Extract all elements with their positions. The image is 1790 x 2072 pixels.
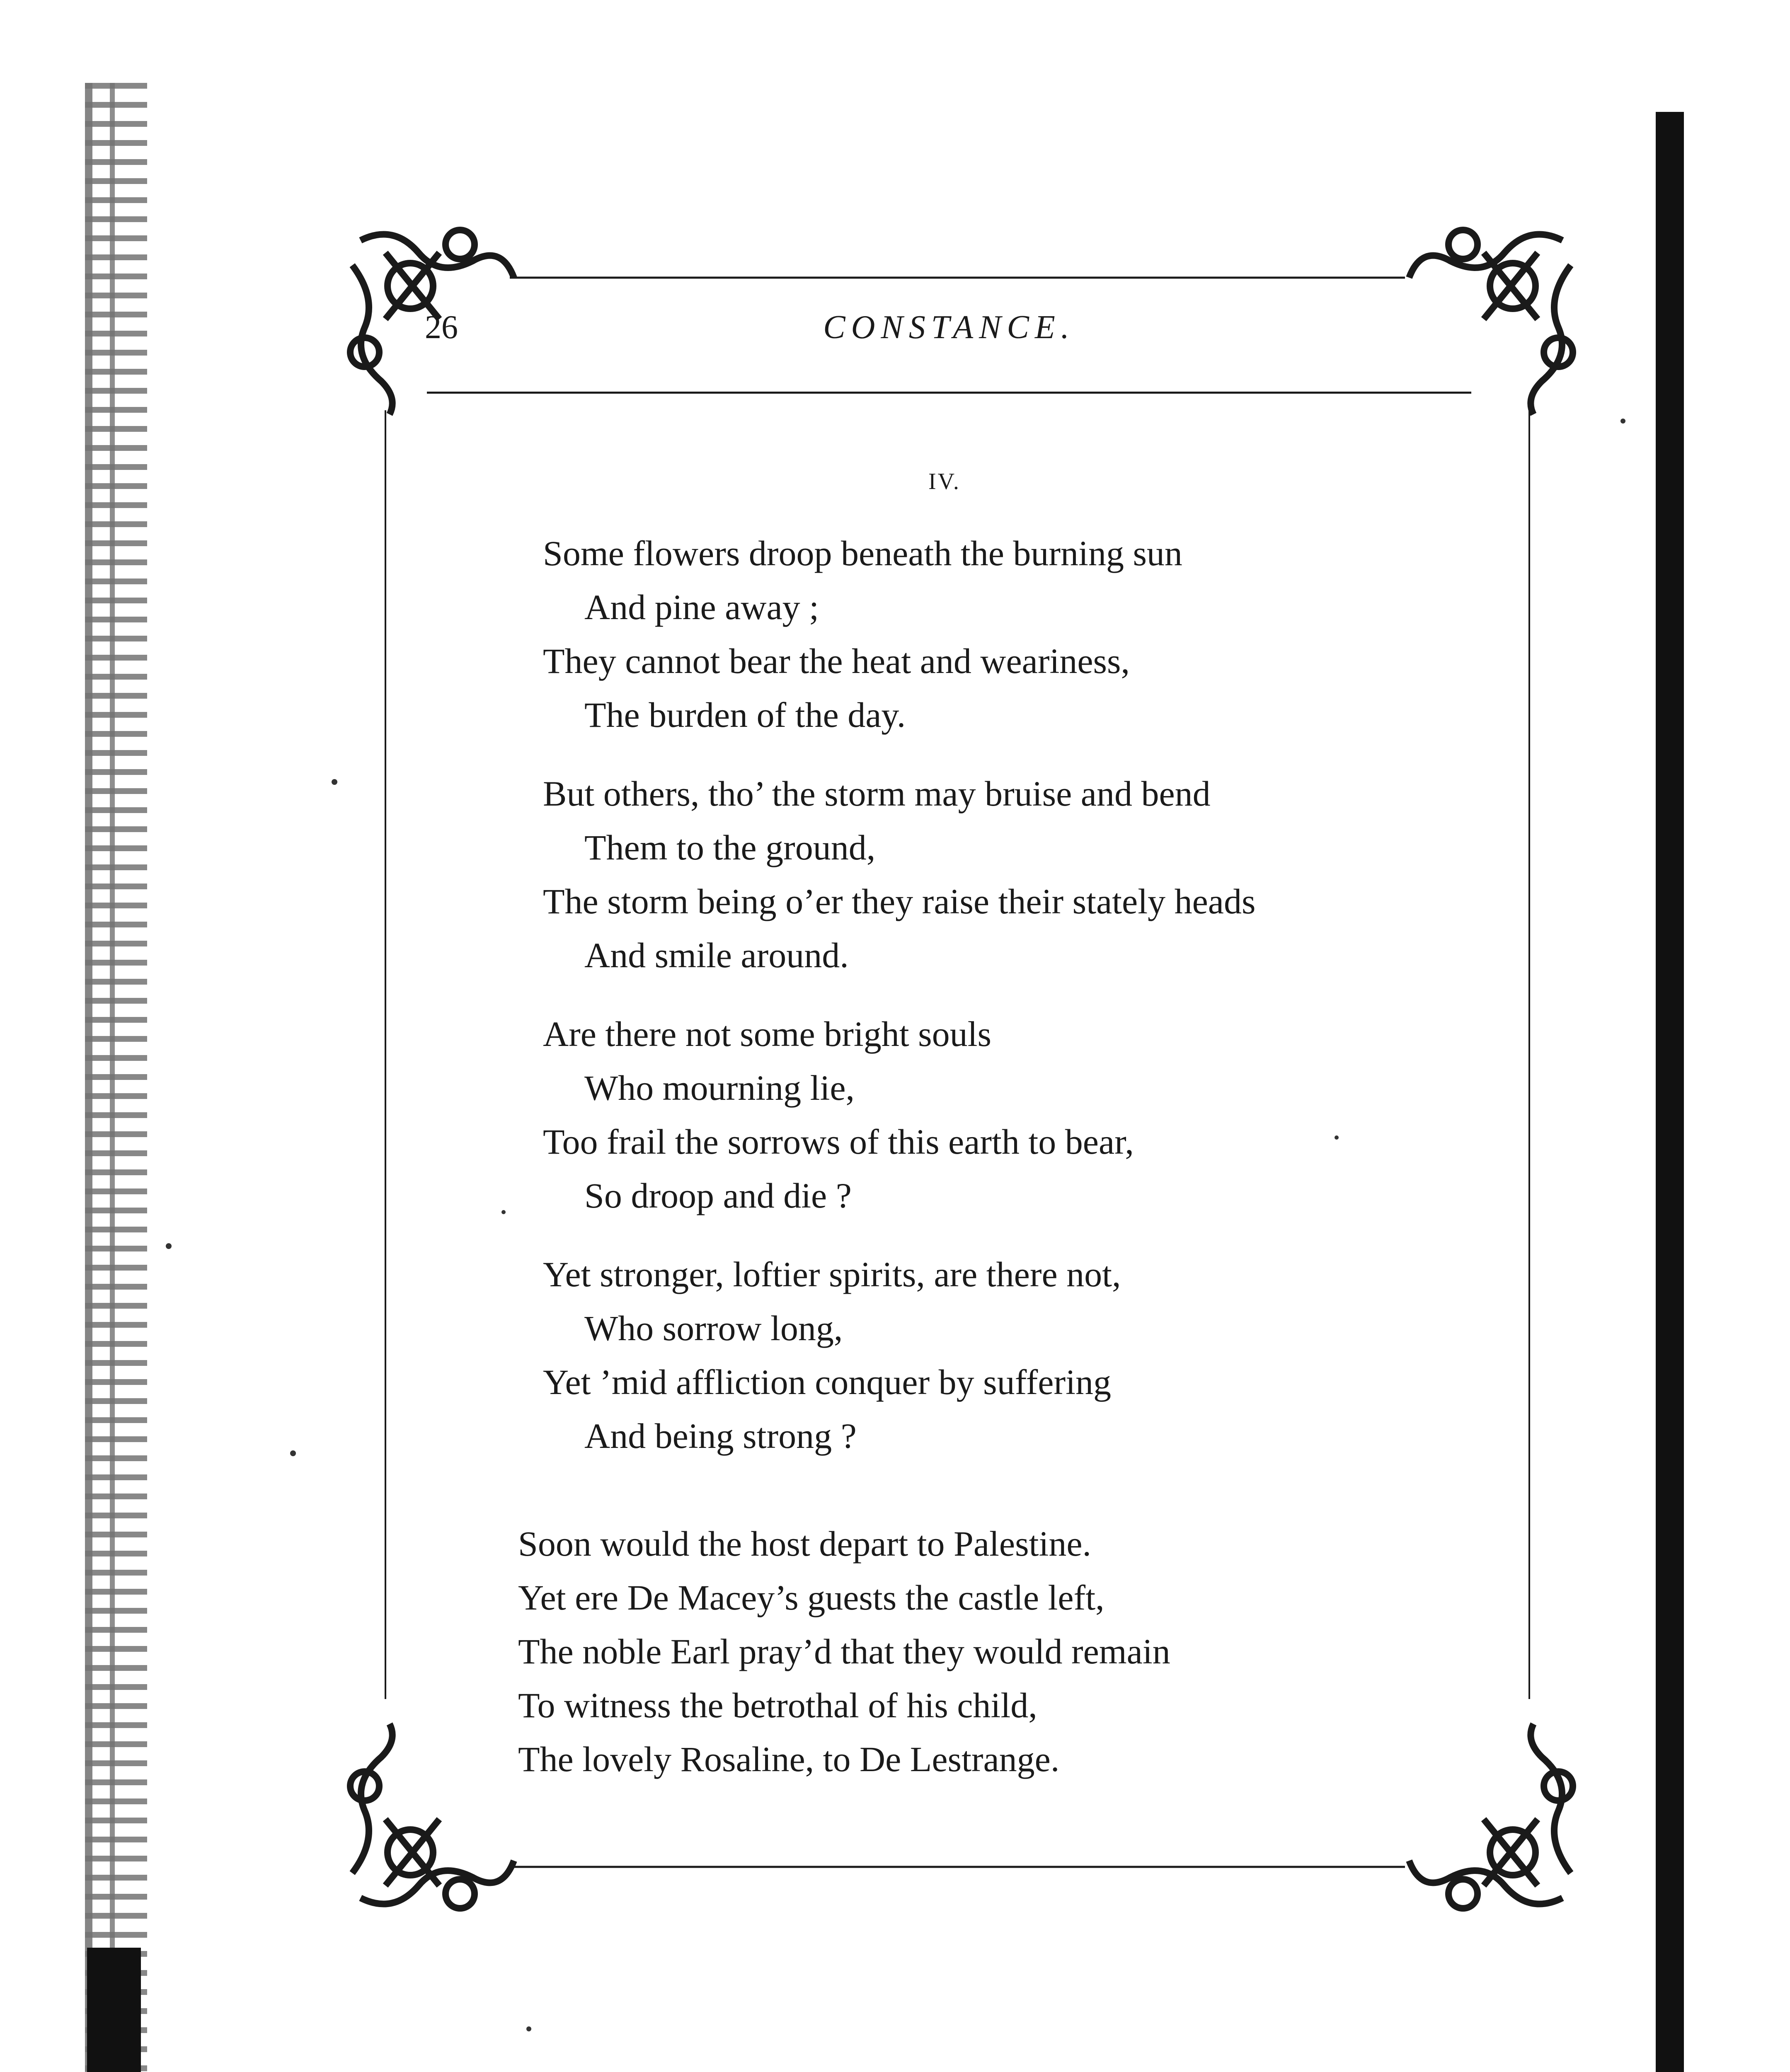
section-number: IV. (928, 469, 961, 494)
narrative-line: The lovely Rosaline, to De Lestrange. (518, 1739, 1060, 1779)
poem-line: Yet ’mid affliction conquer by suffering (543, 1362, 1112, 1402)
speck (166, 1243, 172, 1249)
narrative-line: Yet ere De Macey’s guests the castle left, (518, 1578, 1105, 1617)
poem-line: And pine away ; (584, 587, 819, 627)
poem-line: Them to the ground, (584, 828, 876, 867)
poem-line: They cannot bear the heat and weariness, (543, 641, 1130, 681)
poem-line: Too frail the sorrows of this earth to bear, (543, 1122, 1134, 1162)
running-title: CONSTANCE. (823, 309, 1075, 346)
poem-line: The burden of the day. (584, 695, 906, 735)
speck (1335, 1135, 1339, 1140)
scan-edge-left (85, 83, 147, 2072)
narrative-line: The noble Earl pray’d that they would remain (518, 1631, 1170, 1671)
page-number: 26 (425, 309, 458, 346)
poem-line: Are there not some bright souls (543, 1014, 991, 1054)
stanza-1 (543, 526, 1413, 742)
poem-line: Who mourning lie, (584, 1068, 855, 1108)
corner-ornament-bottom-right (1409, 1724, 1573, 1908)
stanza-3 (543, 1007, 1413, 1222)
narrative-line: To witness the betrothal of his child, (518, 1685, 1037, 1725)
scan-edge-right (1656, 112, 1684, 2072)
corner-ornament-bottom-left (350, 1724, 514, 1908)
poem-line: And being strong ? (584, 1416, 857, 1456)
poem-line: The storm being o’er they raise their stately heads (543, 881, 1256, 921)
poem-line: But others, tho’ the storm may bruise and bend (543, 774, 1211, 813)
poem-line: Who sorrow long, (584, 1308, 843, 1348)
speck (332, 779, 337, 785)
running-header (425, 309, 1473, 358)
stanza-2 (543, 767, 1413, 982)
speck (526, 2026, 531, 2031)
poem-line: Some flowers droop beneath the burning sun (543, 533, 1182, 573)
poem-line: And smile around. (584, 935, 849, 975)
speck (1620, 419, 1625, 424)
scan-edge-left-dark (87, 1948, 141, 2072)
header-rule (427, 392, 1471, 394)
speck (290, 1450, 296, 1456)
narrative-line: Soon would the host depart to Palestine. (518, 1524, 1092, 1564)
speck (501, 1210, 506, 1214)
poem-line: Yet stronger, loftier spirits, are there not, (543, 1254, 1121, 1294)
closing-paragraph (518, 1517, 1430, 1786)
poem-line: So droop and die ? (584, 1176, 852, 1215)
stanza-4 (543, 1247, 1413, 1463)
